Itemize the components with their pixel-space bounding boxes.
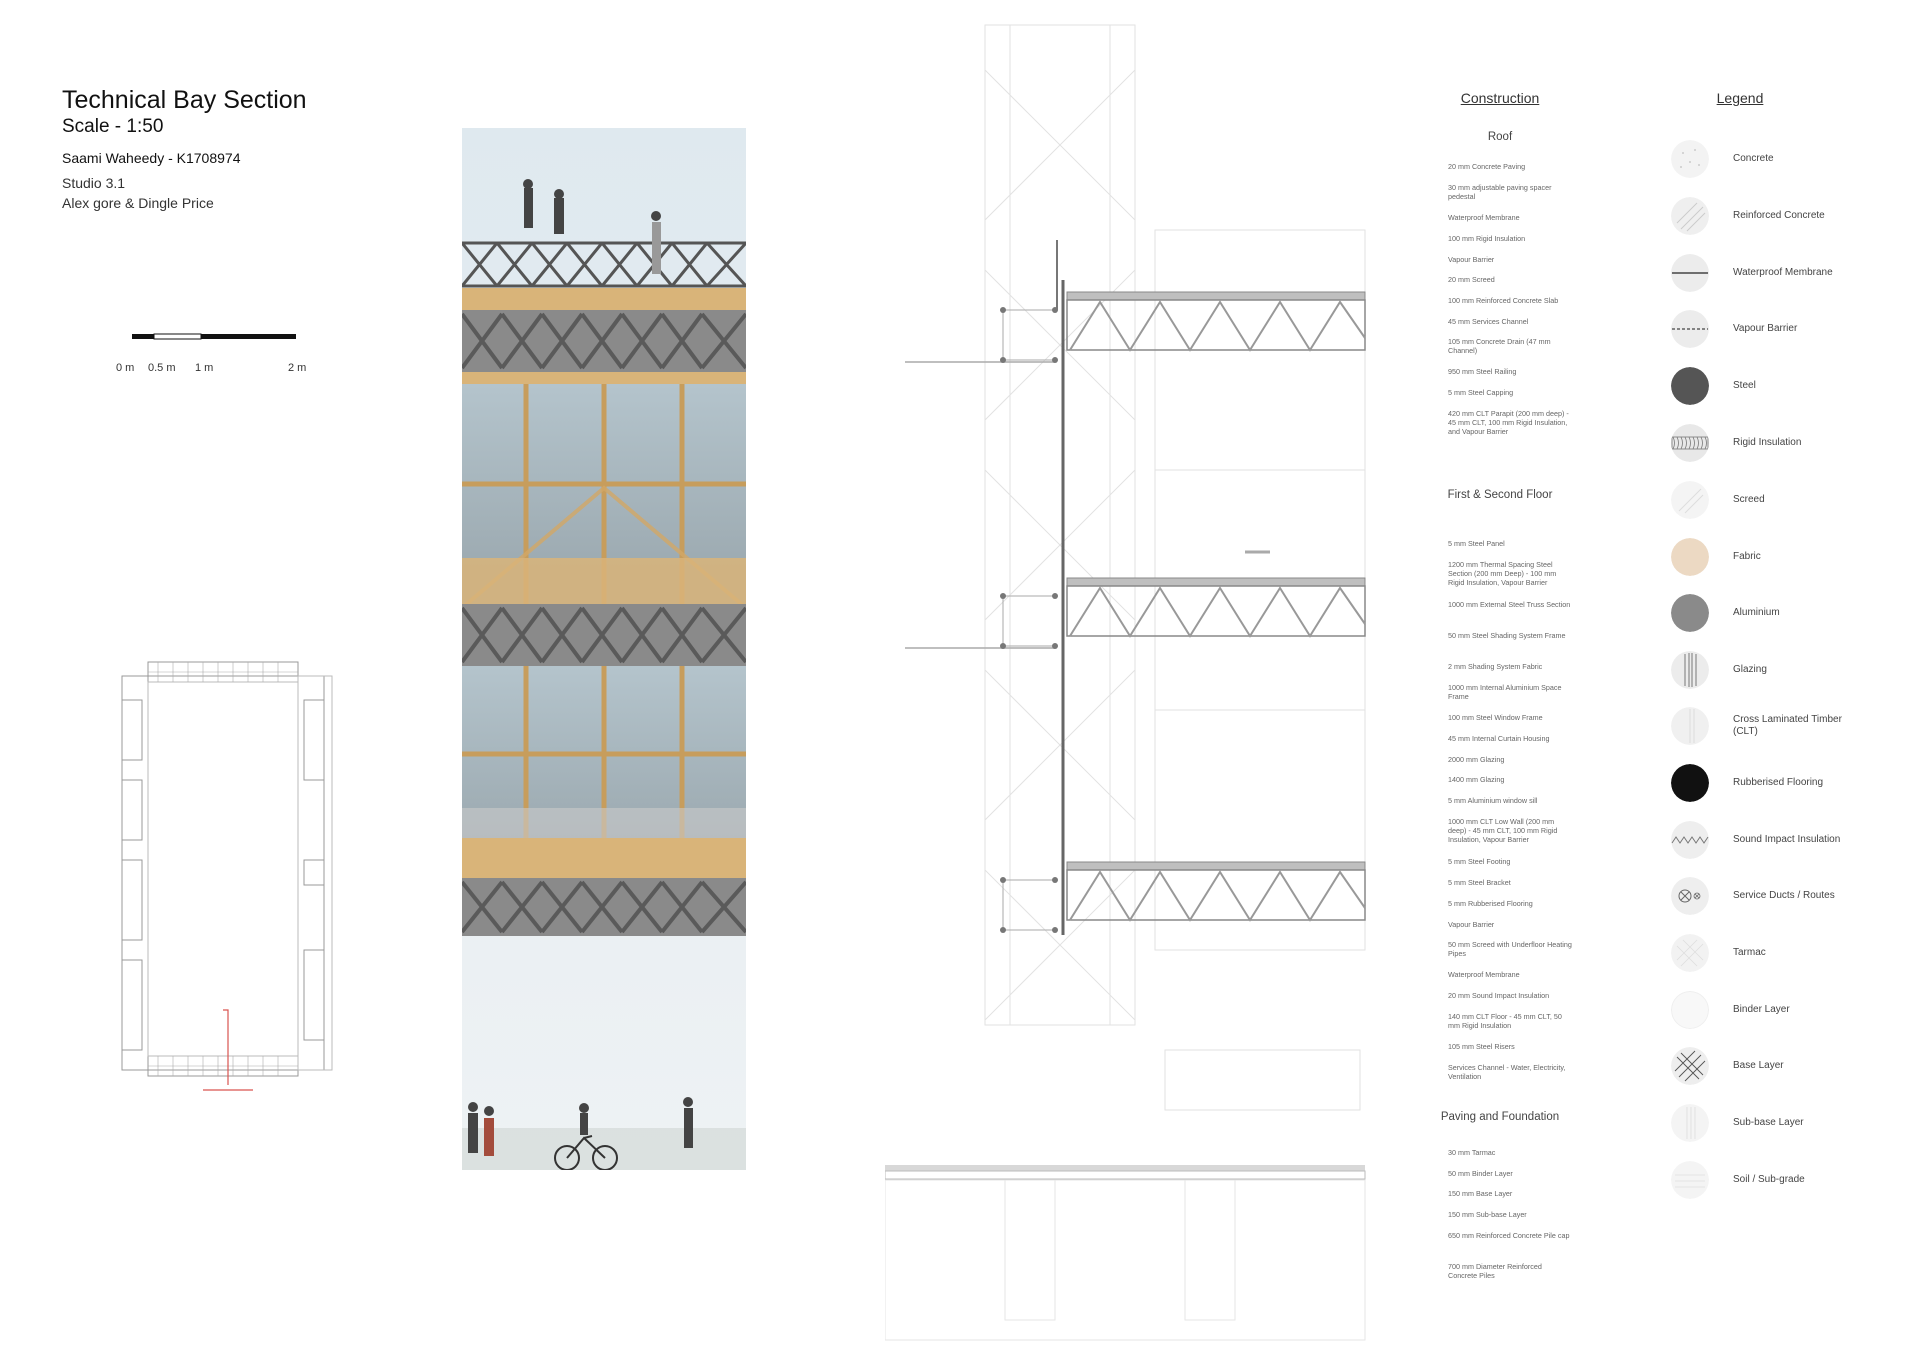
floor-item: 100 mm Steel Window Frame: [1448, 713, 1543, 722]
section-cut-marker: [203, 1010, 253, 1090]
legend-label: Tarmac: [1733, 947, 1766, 958]
paving-item: 650 mm Reinforced Concrete Pile cap: [1448, 1231, 1570, 1240]
floor-item: 50 mm Steel Shading System Frame: [1448, 631, 1566, 640]
concrete-swatch-icon: [1671, 140, 1709, 178]
scale-label-0: 0 m: [116, 362, 135, 374]
roof-item: 950 mm Steel Railing: [1448, 367, 1517, 376]
legend-label: Fabric: [1733, 551, 1761, 562]
paving-item: 150 mm Base Layer: [1448, 1189, 1513, 1198]
roof-item: 20 mm Screed: [1448, 275, 1495, 284]
sound-impact-insulation-swatch-icon: [1671, 821, 1709, 859]
roof-truss: [1000, 292, 1365, 363]
key-plan: [118, 660, 348, 1100]
roof-item: Waterproof Membrane: [1448, 213, 1520, 222]
floor-item: 1000 mm CLT Low Wall (200 mm deep) - 45 mm CLT, 100 mm Rigid Insulation, Vapour Barrier: [1448, 817, 1558, 844]
legend-label: Rubberised Flooring: [1733, 777, 1824, 788]
legend-label: Reinforced Concrete: [1733, 210, 1825, 221]
floor-item: 2000 mm Glazing: [1448, 755, 1505, 764]
soil-subgrade-swatch-icon: [1671, 1161, 1709, 1199]
scale-bar: [130, 326, 310, 346]
floor-item: 2 mm Shading System Fabric: [1448, 662, 1543, 671]
base-layer-swatch-icon: [1671, 1047, 1709, 1085]
paving-item: 150 mm Sub-base Layer: [1448, 1210, 1527, 1219]
sub-base-layer-swatch-icon: [1671, 1104, 1709, 1142]
scale-label-half: 0.5 m: [148, 362, 176, 374]
roof-item: 30 mm adjustable paving spacer pedestal: [1448, 183, 1552, 201]
elevation-perspective: [462, 128, 746, 1170]
legend-label: Sound Impact Insulation: [1733, 834, 1841, 845]
floor-item: 5 mm Aluminium window sill: [1448, 796, 1538, 805]
floor-section-heading: First & Second Floor: [1447, 489, 1553, 501]
floor-item: 105 mm Steel Risers: [1448, 1042, 1515, 1051]
aluminium-swatch-icon: [1671, 594, 1709, 632]
drawing-title: Technical Bay Section: [62, 86, 307, 114]
paving-section-heading: Paving and Foundation: [1440, 1111, 1560, 1123]
roof-item: 420 mm CLT Parapit (200 mm deep) - 45 mm CLT, 100 mm Rigid Insulation, and Vapour Barrier: [1448, 409, 1569, 436]
service-ducts-swatch-icon: [1671, 877, 1709, 915]
legend-label: Vapour Barrier: [1733, 323, 1798, 334]
legend-heading: Legend: [1716, 90, 1764, 106]
binder-layer-swatch-icon: [1671, 991, 1709, 1029]
legend-label: Steel: [1733, 380, 1756, 391]
clt-swatch-icon: [1671, 707, 1709, 745]
author-name: Saami Waheedy - K1708974: [62, 150, 241, 166]
paving-item: 50 mm Binder Layer: [1448, 1169, 1513, 1178]
floor-item: 140 mm CLT Floor - 45 mm CLT, 50 mm Rigid Insulation: [1448, 1012, 1562, 1030]
studio-name: Studio 3.1: [62, 175, 126, 191]
legend-label: Service Ducts / Routes: [1733, 890, 1835, 901]
floor-item: Vapour Barrier: [1448, 920, 1495, 929]
floor-item: 45 mm Internal Curtain Housing: [1448, 734, 1550, 743]
legend-label: Concrete: [1733, 153, 1774, 164]
roof-item: 20 mm Concrete Paving: [1448, 162, 1526, 171]
floor-item: 1000 mm External Steel Truss Section: [1448, 600, 1571, 609]
floor-item: Waterproof Membrane: [1448, 970, 1520, 979]
floor-item: Services Channel - Water, Electricity, Ventilation: [1448, 1063, 1566, 1081]
floor-item: 1000 mm Internal Aluminium Space Frame: [1448, 683, 1562, 701]
legend-label: Screed: [1733, 494, 1765, 505]
floor-item: 5 mm Steel Panel: [1448, 539, 1505, 548]
legend-label: Glazing: [1733, 664, 1767, 675]
floor-item: 1200 mm Thermal Spacing Steel Section (200 mm Deep) - 100 mm Rigid Insulation, Vapour Barrier: [1448, 560, 1557, 587]
floor-item: 5 mm Rubberised Flooring: [1448, 899, 1533, 908]
construction-heading: Construction: [1460, 90, 1540, 106]
glazing-swatch-icon: [1671, 651, 1709, 689]
tutor-names: Alex gore & Dingle Price: [62, 195, 214, 211]
roof-section-heading: Roof: [1487, 131, 1513, 143]
reinforced-concrete-swatch-icon: [1671, 197, 1709, 235]
first-floor-truss: [1000, 578, 1365, 649]
waterproof-membrane-swatch-icon: [1671, 254, 1709, 292]
scale-label-2: 2 m: [288, 362, 307, 374]
legend-label: Rigid Insulation: [1733, 437, 1802, 448]
vapour-barrier-swatch-icon: [1671, 310, 1709, 348]
paving-item: 700 mm Diameter Reinforced Concrete Piles: [1448, 1262, 1542, 1280]
legend-label: Base Layer: [1733, 1060, 1784, 1071]
floor-item: 5 mm Steel Footing: [1448, 857, 1511, 866]
legend-label: Aluminium: [1733, 607, 1780, 618]
tarmac-swatch-icon: [1671, 934, 1709, 972]
floor-item: 1400 mm Glazing: [1448, 775, 1505, 784]
roof-item: Vapour Barrier: [1448, 255, 1495, 264]
legend-label: Cross Laminated Timber (CLT): [1733, 714, 1842, 737]
rigid-insulation-swatch-icon: [1671, 424, 1709, 462]
legend-label: Soil / Sub-grade: [1733, 1174, 1805, 1185]
roof-item: 100 mm Rigid Insulation: [1448, 234, 1526, 243]
drawing-scale: Scale - 1:50: [62, 116, 164, 137]
rubberised-flooring-swatch-icon: [1671, 764, 1709, 802]
steel-swatch-icon: [1671, 367, 1709, 405]
fabric-swatch-icon: [1671, 538, 1709, 576]
legend-label: Binder Layer: [1733, 1004, 1790, 1015]
screed-swatch-icon: [1671, 481, 1709, 519]
roof-item: 100 mm Reinforced Concrete Slab: [1448, 296, 1559, 305]
legend-label: Sub-base Layer: [1733, 1117, 1804, 1128]
roof-item: 105 mm Concrete Drain (47 mm Channel): [1448, 337, 1551, 355]
ground-floor-truss: [1000, 862, 1365, 933]
technical-section-drawing: [885, 20, 1370, 1350]
roof-item: 45 mm Services Channel: [1448, 317, 1529, 326]
scale-label-1: 1 m: [195, 362, 214, 374]
floor-item: 50 mm Screed with Underfloor Heating Pipes: [1448, 940, 1572, 958]
floor-item: 20 mm Sound Impact Insulation: [1448, 991, 1550, 1000]
paving-item: 30 mm Tarmac: [1448, 1148, 1496, 1157]
legend-label: Waterproof Membrane: [1733, 267, 1833, 278]
floor-item: 5 mm Steel Bracket: [1448, 878, 1511, 887]
roof-item: 5 mm Steel Capping: [1448, 388, 1514, 397]
